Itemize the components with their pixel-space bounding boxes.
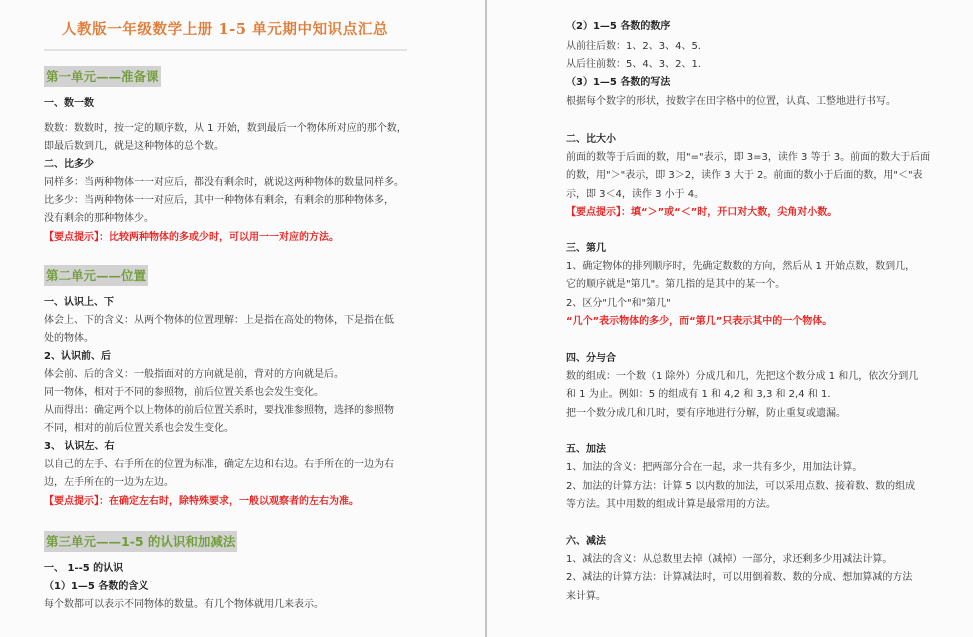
compose-text: 和 1 为止。例如：5 的组成有 1 和 4,2 和 3,3 和 2,4 和 1.	[566, 389, 831, 400]
writing-subsection-title: （3）1—5 各数的写法	[566, 77, 671, 88]
unit1-text: 数数：数数时，按一定的顺序数，从 1 开始，数到最后一个物体所对应的那个数，	[44, 123, 407, 134]
subtraction-text: 2、减法的计算方法：计算减法时，可以用倒着数、数的分成、想加算减的方法	[566, 572, 913, 583]
ordinal-text: 2、区分"几个"和"第几"	[566, 298, 671, 309]
ordinal-text: 1、确定物体的排列顺序时，先确定数数的方向，然后从 1 开始点数，数到几，	[566, 261, 916, 272]
ordinal-section-title: 三、第几	[566, 243, 606, 254]
subtraction-section-title: 六、减法	[566, 536, 606, 547]
unit2-text: 以自己的左手、右手所在的位置为标准，确定左边和右边。右手所在的一边为右	[44, 459, 394, 470]
ordinal-key-tip: “几个”表示物体的多少，而“第几”只表示其中的一个物体。	[566, 316, 833, 327]
addition-text: 等方法。其中用数的组成计算是最常用的方法。	[566, 499, 776, 510]
compare-section-title: 二、比大小	[566, 134, 616, 145]
unit2-text: 从而得出：确定两个以上物体的前后位置关系时，要找准参照物，选择的参照物	[44, 405, 394, 416]
unit3-section1-title: 一、 1--5 的认识	[44, 563, 124, 574]
subtraction-text: 1、减法的含义：从总数里去掉（减掉）一部分，求还剩多少用减法计算。	[566, 554, 893, 565]
unit1-text: 比多少：当两种物体一一对应后，其中一种物体有剩余，有剩余的那种物体多，	[44, 195, 394, 206]
unit3-subsection1-title: （1）1—5 各数的含义	[44, 581, 149, 592]
compare-key-tip: 【要点提示】：填“＞”或“＜”时，开口对大数，尖角对小数。	[566, 207, 838, 218]
subtraction-text: 来计算。	[566, 591, 606, 602]
document-title: 人教版一年级数学上册 1-5 单元期中知识点汇总	[61, 21, 389, 38]
unit1-heading: 第一单元——准备课	[44, 66, 161, 87]
compare-text: 前面的数等于后面的数，用"="表示，即 3=3，读作 3 等于 3。前面的数大于后面	[566, 152, 931, 163]
title-underline	[44, 49, 407, 51]
order-text: 从后往前数：5、4、3、2、1.	[566, 59, 701, 70]
unit1-text: 没有剩余的那种物体少。	[44, 213, 154, 224]
unit1-text: 即最后数到几，就是这种物体的总个数。	[44, 141, 224, 152]
unit2-text: 处的物体。	[44, 333, 94, 344]
ordinal-text: 它的顺序就是"第几"。第几指的是其中的某一个。	[566, 279, 786, 290]
order-subsection-title: （2）1—5 各数的数序	[566, 21, 671, 32]
unit2-text: 不同，相对的前后位置关系也会发生变化。	[44, 423, 234, 434]
unit2-key-tip: 【要点提示】：在确定左右时，除特殊要求，一般以观察者的左右为准。	[44, 496, 359, 507]
compose-text: 把一个数分成几和几时，要有序地进行分解，防止重复或遗漏。	[566, 408, 846, 419]
writing-text: 根据每个数字的形状，按数字在田字格中的位置，认真、工整地进行书写。	[566, 96, 896, 107]
unit2-section1-title: 一、认识上、下	[44, 297, 114, 308]
unit1-key-tip: 【要点提示】：比较两种物体的多或少时，可以用一一对应的方法。	[44, 232, 339, 243]
compose-text: 数的组成：一个数（1 除外）分成几和几，先把这个数分成 1 和几，依次分到几	[566, 371, 919, 382]
unit2-text: 同一物体，相对于不同的参照物，前后位置关系也会发生变化。	[44, 387, 324, 398]
unit2-text: 体会前、后的含义：一般指面对的方向就是前，背对的方向就是后。	[44, 369, 344, 380]
unit3-heading: 第三单元——1-5 的认识和加减法	[44, 531, 237, 552]
addition-text: 2、加法的计算方法：计算 5 以内数的加法，可以采用点数、接着数、数的组成	[566, 481, 916, 492]
addition-section-title: 五、加法	[566, 444, 606, 455]
unit2-section3-title: 3、 认识左、右	[44, 441, 115, 452]
unit2-text: 体会上、下的含义：从两个物体的位置理解：上是指在高处的物体，下是指在低	[44, 315, 394, 326]
unit1-section1-title: 一、数一数	[44, 98, 94, 109]
unit2-section2-title: 2、认识前、后	[44, 351, 111, 362]
order-text: 从前往后数：1、2、3、4、5.	[566, 41, 701, 52]
unit1-text: 同样多：当两种物体一一对应后，都没有剩余时，就说这两种物体的数量同样多。	[44, 177, 404, 188]
unit2-text: 边，左手所在的一边为左边。	[44, 477, 174, 488]
compare-text: 示，即 3＜4，读作 3 小于 4。	[566, 189, 705, 200]
addition-text: 1、加法的含义：把两部分合在一起，求一共有多少，用加法计算。	[566, 462, 863, 473]
compare-text: 的数，用"＞"表示，即 3＞2，读作 3 大于 2。前面的数小于后面的数，用"＜"表	[566, 170, 923, 181]
unit2-heading: 第二单元——位置	[44, 265, 148, 286]
compose-section-title: 四、分与合	[566, 353, 616, 364]
unit1-section2-title: 二、比多少	[44, 159, 94, 170]
unit3-text: 每个数都可以表示不同物体的数量。有几个物体就用几来表示。	[44, 599, 324, 610]
